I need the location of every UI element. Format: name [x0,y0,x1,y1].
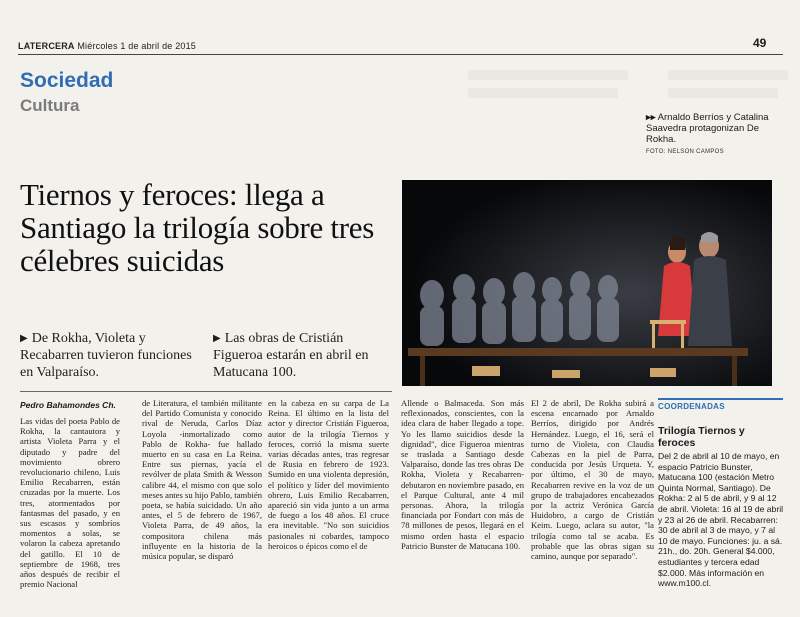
coordenadas-title: Trilogía Tiernos y feroces [658,425,745,449]
deck-item-2 [213,330,393,381]
body-column-5: El 2 de abril, De Rokha subirá a escena encarnado por Arnaldo Berríos, dirigido por Andrés Hernández. Luego, el 16, será el turno de Violeta, con Claudia Cabezas en la piel de Parra, conducida por Jesús Urqueta. Y, por último, el 30 de mayo, Recabarren revive en la voz de un grupo de trabajadores encabezados por la actriz Verónica García Huidobro, a cargo de Cristián Keim. Luego, aclara su autor, "la trilogía como tal se acaba. Es probable que las obras sigan su camino, aunque por separado". [531,398,654,562]
top-rule [18,54,783,55]
masthead [18,41,196,51]
coordenadas-box [658,398,783,589]
body-column-4: Allende o Balmaceda. Son más reflexionados, conscientes, con la idea clara de haber llegado a tope. Yo les llamo suicidios desde la dignidad", dice Figueroa mientras se traslada a Santiago desde Valparaíso, donde las tres obras De Rokha, Violeta y Recabarren- debutaron en noviembre pasado, en el Parque Cultural, ante 4 mil personas. Ahora, la trilogía financiada por Fondart con más de 78 millones de pesos, llegará en el mismo orden hasta el espacio Patricio Bunster de Matucana 100. [401,398,524,551]
coordenadas-label: COORDENADAS [658,398,783,411]
body-column-3: en la cabeza en su carpa de La Reina. El último en la lista del actor y director Cristián Figueroa, autor de la trilogía Tiernos y feroces, corrió la misma suerte varias décadas antes, tras regresar de Rusia en febrero de 1923. Sumido en una violenta depresión, el político y líder del movimiento obrero, Luis Emilio Recabarren, apareció sin vida junto a un arma de fuego a los 48 años. El cruce era inevitable. "No son suicidios pasionales ni cobardes, tampoco heroicos o épicos como el de [268,398,389,551]
coordenadas-text: Del 2 de abril al 10 de mayo, en espacio Patricio Bunster, Matucana 100 (estación Metro Quinta Normal, Santiago). De Rokha: 2 al 5 de abril, y 9 al 12 de abril. Violeta: 16 al 19 de abril y 23 al 26 de abril. Recabarren: 30 de abril al 3 de mayo, y 7 al 10 de mayo. Funciones: ju. a sá. 21h., do. 20h. General $4.000, estudiantes y tercera edad $2.000. Más información en www.m100.cl. [658,451,784,589]
body-column-1: Las vidas del poeta Pablo de Rokha, la cantautora y artista Violeta Parra y el diputado y padre del movimiento obrero revolucionario chileno, Luis Emilio Recabarren, están cruzadas por la muerte. Los tres, atormentados por fantasmas del pasado, y en sus escasos y sombríos momentos a solas, se volaron la cabeza apretando del gatillo. El 10 de septiembre de 1968, tres años después de recibir el premio Nacional [20,416,120,590]
page-number: 49 [753,36,767,50]
caption-arrow-icon: ▸▸ [646,112,656,123]
headline: Tiernos y feroces: llega a Santiago la trilogía sobre tres célebres suicidas [20,177,374,278]
section-rule [20,391,392,392]
deck-text: De Rokha, Violeta y Recabarren tuvieron funciones en Valparaíso. [20,331,192,380]
newspaper-name: LATERCERA [18,41,75,51]
issue-date: Miércoles 1 de abril de 2015 [77,41,197,51]
photo-caption [646,112,786,158]
author-byline: Pedro Bahamondes Ch. [20,400,116,410]
deck-text: Las obras de Cristián Figueroa estarán en abril en Matucana 100. [213,331,369,380]
deck-item-1 [20,330,200,381]
photo-credit: FOTO: NELSON CAMPOS [646,149,724,155]
section-title: Sociedad [20,69,114,92]
triangle-bullet-icon: ▶ [213,333,221,344]
article-photo [402,180,772,386]
triangle-bullet-icon: ▶ [20,333,28,344]
subsection-title: Cultura [20,96,80,115]
stage-scene-illustration [402,180,772,386]
body-column-2: de Literatura, el también militante del Partido Comunista y conocido rival de Neruda, Carlos Díaz Loyola -inmortalizado como Pablo de Rokha- fue hallado muerto en su casa en La Reina. Entre sus piernas, yacía el revólver de plata Smith & Wesson calibre 44, el mismo con que solo meses antes su hijo Pablo, también poeta, se había suicidado. Un año antes, el 5 de febrero de 1967, Violeta Parra, de 49 años, la compositora chilena más influyente en la historia de la música popular, se disparó [142,398,262,562]
caption-text: Arnaldo Berríos y Catalina Saavedra protagonizan De Rokha. [646,112,769,145]
